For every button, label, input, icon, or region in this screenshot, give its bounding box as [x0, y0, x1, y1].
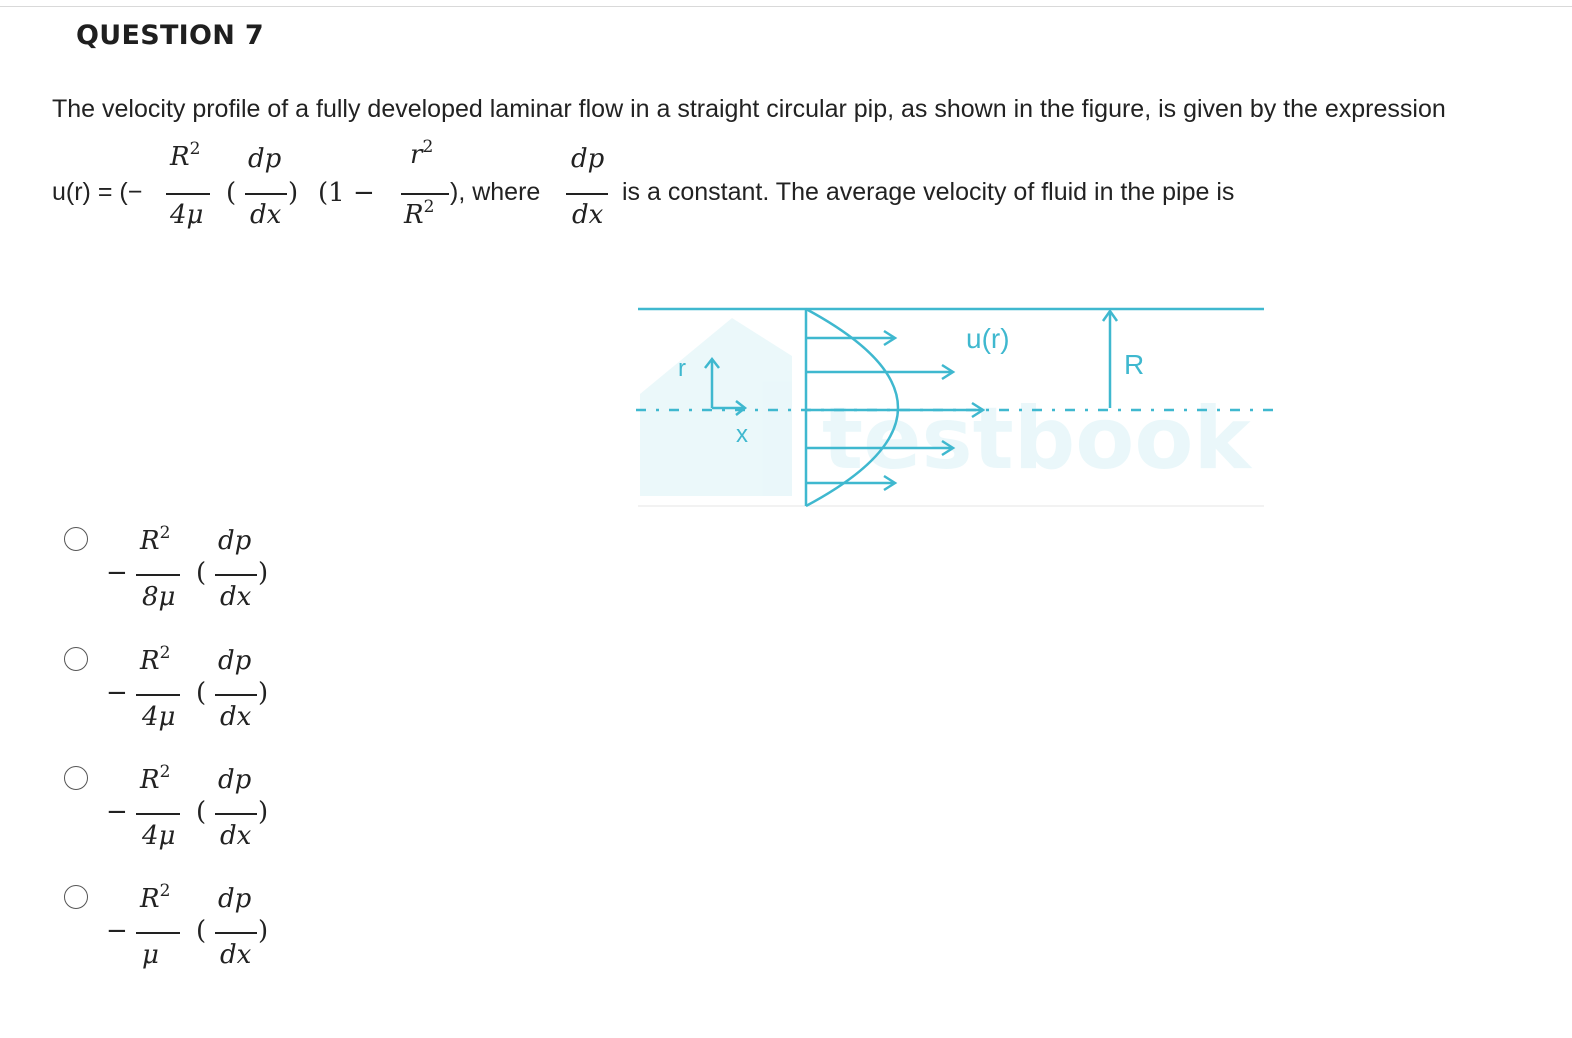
question-stem: The velocity profile of a fully developed laminar flow in a straight circular pip, as shown in the figure, is given by the expression: [52, 95, 1446, 123]
frac1-numerator: $R^2$: [170, 139, 201, 172]
watermark-text: testbook: [822, 389, 1251, 489]
option-paren-open: (: [196, 797, 207, 827]
option-sign: −: [106, 797, 128, 827]
option-sign: −: [106, 558, 128, 588]
option-denominator: 8μ: [142, 582, 176, 612]
option-4[interactable]: [60, 881, 320, 996]
velocity-profile-figure: [632, 296, 1292, 521]
option-sign: −: [106, 916, 128, 946]
option-denominator: μ: [142, 940, 159, 970]
option-fraction-bar: [136, 813, 180, 815]
option-dx: dx: [220, 940, 252, 970]
top-divider: [0, 6, 1572, 7]
frac2-numerator: dp: [248, 144, 282, 174]
option-derivative-bar: [215, 574, 257, 576]
equation-lhs: u(r) = (−: [52, 178, 143, 206]
option-derivative-bar: [215, 813, 257, 815]
option-2[interactable]: [60, 643, 320, 758]
paren-close: ): [288, 178, 299, 208]
pipe-diagram: [632, 296, 1292, 516]
option-paren-close: ): [258, 678, 269, 708]
frac4-numerator: dp: [571, 144, 605, 174]
option-dx: dx: [220, 582, 252, 612]
frac2-denominator: dx: [250, 200, 282, 230]
frac3-bar: [401, 193, 449, 195]
frac1-denominator: 4μ: [170, 200, 204, 230]
option-paren-close: ): [258, 916, 269, 946]
option-numerator: $R^2$: [140, 523, 171, 556]
option-numerator: $R^2$: [140, 762, 171, 795]
frac3-denominator: $R^2$: [404, 197, 435, 230]
option-dx: dx: [220, 821, 252, 851]
option-paren-close: ): [258, 558, 269, 588]
option-sign: −: [106, 678, 128, 708]
option-denominator: 4μ: [142, 821, 176, 851]
equation-tail: is a constant. The average velocity of fluid in the pipe is: [622, 178, 1235, 206]
u-r-label: u(r): [966, 323, 1010, 354]
question-title: QUESTION 7: [76, 20, 264, 51]
frac3-numerator: $r^2$: [410, 137, 434, 170]
option-dp: dp: [218, 765, 252, 795]
frac1-bar: [166, 193, 210, 195]
r-axis-label: r: [678, 355, 686, 382]
option-paren-close: ): [258, 797, 269, 827]
option-dx: dx: [220, 702, 252, 732]
option-paren-open: (: [196, 678, 207, 708]
option-numerator: $R^2$: [140, 881, 171, 914]
option-denominator: 4μ: [142, 702, 176, 732]
option-paren-open: (: [196, 558, 207, 588]
option-1[interactable]: [60, 523, 320, 638]
option-3-radio[interactable]: [64, 766, 88, 790]
option-2-radio[interactable]: [64, 647, 88, 671]
option-numerator: $R^2$: [140, 643, 171, 676]
option-paren-open: (: [196, 916, 207, 946]
option-derivative-bar: [215, 694, 257, 696]
one-minus: (1 −: [318, 178, 375, 208]
equation-where: ), where: [450, 178, 541, 206]
option-dp: dp: [218, 526, 252, 556]
option-fraction-bar: [136, 932, 180, 934]
option-dp: dp: [218, 646, 252, 676]
frac4-bar: [566, 193, 608, 195]
option-derivative-bar: [215, 932, 257, 934]
frac4-denominator: dx: [572, 200, 604, 230]
option-fraction-bar: [136, 694, 180, 696]
frac2-bar: [245, 193, 287, 195]
option-fraction-bar: [136, 574, 180, 576]
option-3[interactable]: [60, 762, 320, 877]
option-dp: dp: [218, 884, 252, 914]
velocity-equation: [52, 138, 1352, 248]
radius-label: R: [1124, 349, 1145, 380]
option-4-radio[interactable]: [64, 885, 88, 909]
option-1-radio[interactable]: [64, 527, 88, 551]
x-axis-label: x: [736, 421, 748, 448]
paren-open: (: [226, 178, 237, 208]
